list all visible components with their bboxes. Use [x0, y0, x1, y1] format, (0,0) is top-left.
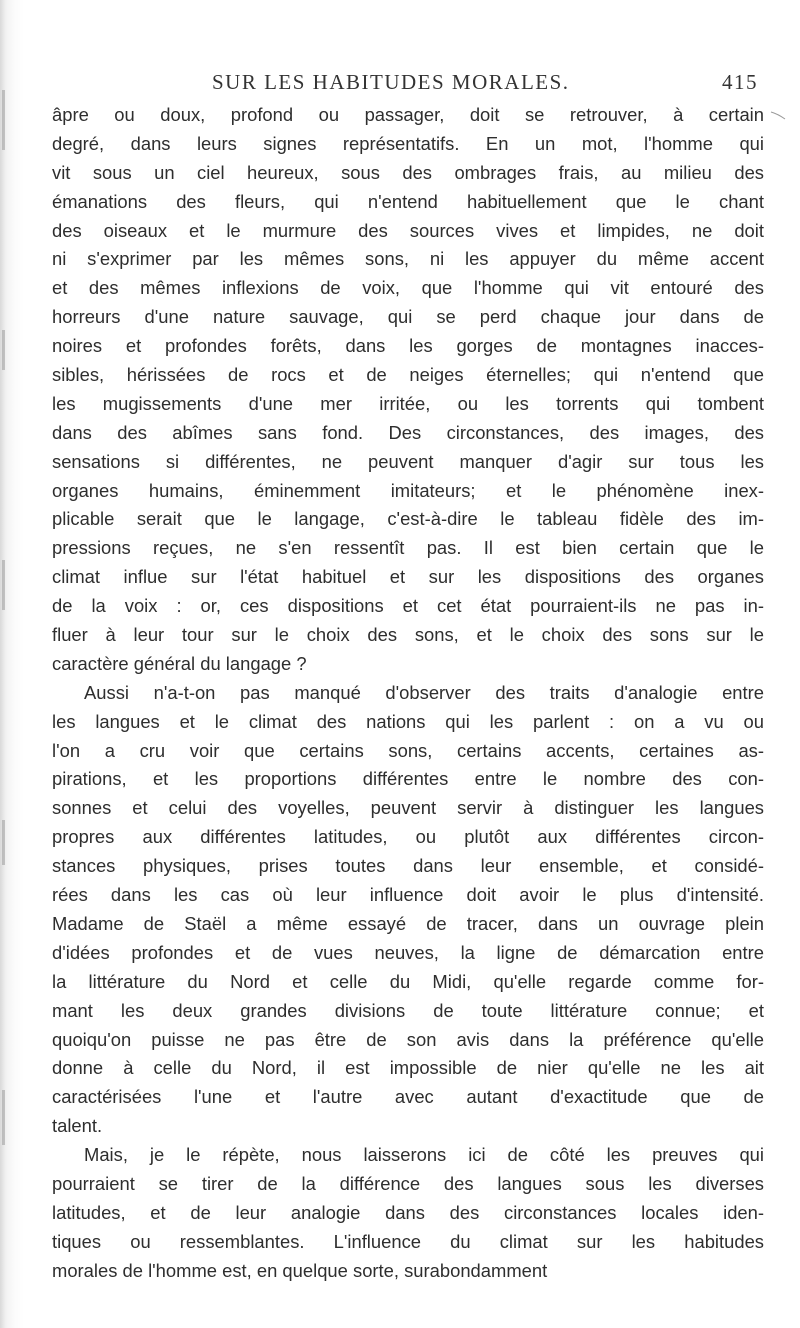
ink-mark-icon — [770, 110, 786, 120]
text-line: pourraient se tirer de la différence des langues sous les diverses — [52, 1172, 764, 1194]
text-line: morales de l'homme est, en quelque sorte, surabondamment — [52, 1259, 548, 1281]
text-line: pressions reçues, ne s'en ressentît pas. Il est bien certain que le — [52, 537, 764, 559]
text-line: pirations, et les proportions différentes entre le nombre des con- — [52, 768, 764, 790]
text-line: horreurs d'une nature sauvage, qui se perd chaque jour dans de — [52, 306, 764, 328]
text-line: et des mêmes inflexions de voix, que l'homme qui vit entouré des — [52, 277, 764, 299]
text-line: des oiseaux et le murmure des sources vives et limpides, ne doit — [52, 219, 764, 241]
page-header — [212, 70, 772, 100]
text-line: caractère général du langage ? — [52, 652, 307, 674]
text-line: d'idées profondes et de vues neuves, la ligne de démarcation entre — [52, 941, 764, 963]
text-line: organes humains, éminemment imitateurs; et le phénomène inex- — [52, 479, 764, 501]
text-line: ni s'exprimer par les mêmes sons, ni les appuyer du même accent — [52, 248, 764, 270]
text-line: donne à celle du Nord, il est impossible de nier qu'elle ne les ait — [52, 1057, 764, 1079]
body-text — [52, 101, 764, 1286]
page-edge-shadow — [2, 820, 5, 865]
text-line: la littérature du Nord et celle du Midi, qu'elle regarde comme for- — [52, 970, 764, 992]
text-line: talent. — [52, 1115, 103, 1137]
running-title: SUR LES HABITUDES MORALES. — [212, 70, 570, 94]
text-line: âpre ou doux, profond ou passager, doit se retrouver, à certain — [52, 104, 764, 125]
text-line: de la voix : or, ces dispositions et cet état pourraient-ils ne pas in- — [52, 595, 764, 617]
page-edge-shadow — [2, 560, 5, 610]
page-edge-shadow — [2, 1090, 5, 1145]
page-edge-shadow — [2, 90, 5, 150]
text-line: vit sous un ciel heureux, sous des ombrages frais, au milieu des — [52, 161, 764, 183]
text-line: plicable serait que le langage, c'est-à-dire le tableau fidèle des im- — [52, 508, 764, 530]
text-line: noires et profondes forêts, dans les gorges de montagnes inacces- — [52, 335, 764, 357]
text-line: tiques ou ressemblantes. L'influence du climat sur les habitudes — [52, 1230, 764, 1252]
page-number: 415 — [722, 70, 758, 94]
text-line: rées dans les cas où leur influence doit avoir le plus d'intensité. — [52, 884, 764, 906]
text-line: quoiqu'on puisse ne pas être de son avis dans la préférence qu'elle — [52, 1028, 764, 1050]
page-edge-shadow — [2, 330, 5, 370]
text-line: les mugissements d'une mer irritée, ou les torrents qui tombent — [52, 392, 764, 414]
text-line: propres aux différentes latitudes, ou plutôt aux différentes circon- — [52, 826, 764, 848]
text-line: stances physiques, prises toutes dans leur ensemble, et considé- — [52, 855, 764, 877]
text-line: Madame de Staël a même essayé de tracer, dans un ouvrage plein — [52, 912, 764, 934]
text-line: l'on a cru voir que certains sons, certains accents, certaines as- — [52, 739, 764, 761]
text-line: sibles, hérissées de rocs et de neiges éternelles; qui n'entend que — [52, 364, 764, 386]
text-line: latitudes, et de leur analogie dans des circonstances locales iden- — [52, 1201, 764, 1223]
text-line: sensations si différentes, ne peuvent manquer d'agir sur tous les — [52, 450, 764, 472]
text-line: Aussi n'a-t-on pas manqué d'observer des traits d'analogie entre — [84, 681, 764, 703]
text-line: les langues et le climat des nations qui les parlent : on a vu ou — [52, 710, 764, 732]
text-line: sonnes et celui des voyelles, peuvent servir à distinguer les langues — [52, 797, 764, 819]
text-line: émanations des fleurs, qui n'entend habituellement que le chant — [52, 190, 764, 212]
text-line: Mais, je le répète, nous laisserons ici de côté les preuves qui — [84, 1144, 764, 1166]
text-line: degré, dans leurs signes représentatifs. En un mot, l'homme qui — [52, 132, 764, 154]
text-line: climat influe sur l'état habituel et sur les dispositions des organes — [52, 566, 764, 588]
text-line: fluer à leur tour sur le choix des sons, et le choix des sons sur le — [52, 624, 764, 646]
text-line: caractérisées l'une et l'autre avec autant d'exactitude que de — [52, 1086, 764, 1108]
text-line: mant les deux grandes divisions de toute littérature connue; et — [52, 999, 764, 1021]
text-line: dans des abîmes sans fond. Des circonstances, des images, des — [52, 421, 764, 443]
